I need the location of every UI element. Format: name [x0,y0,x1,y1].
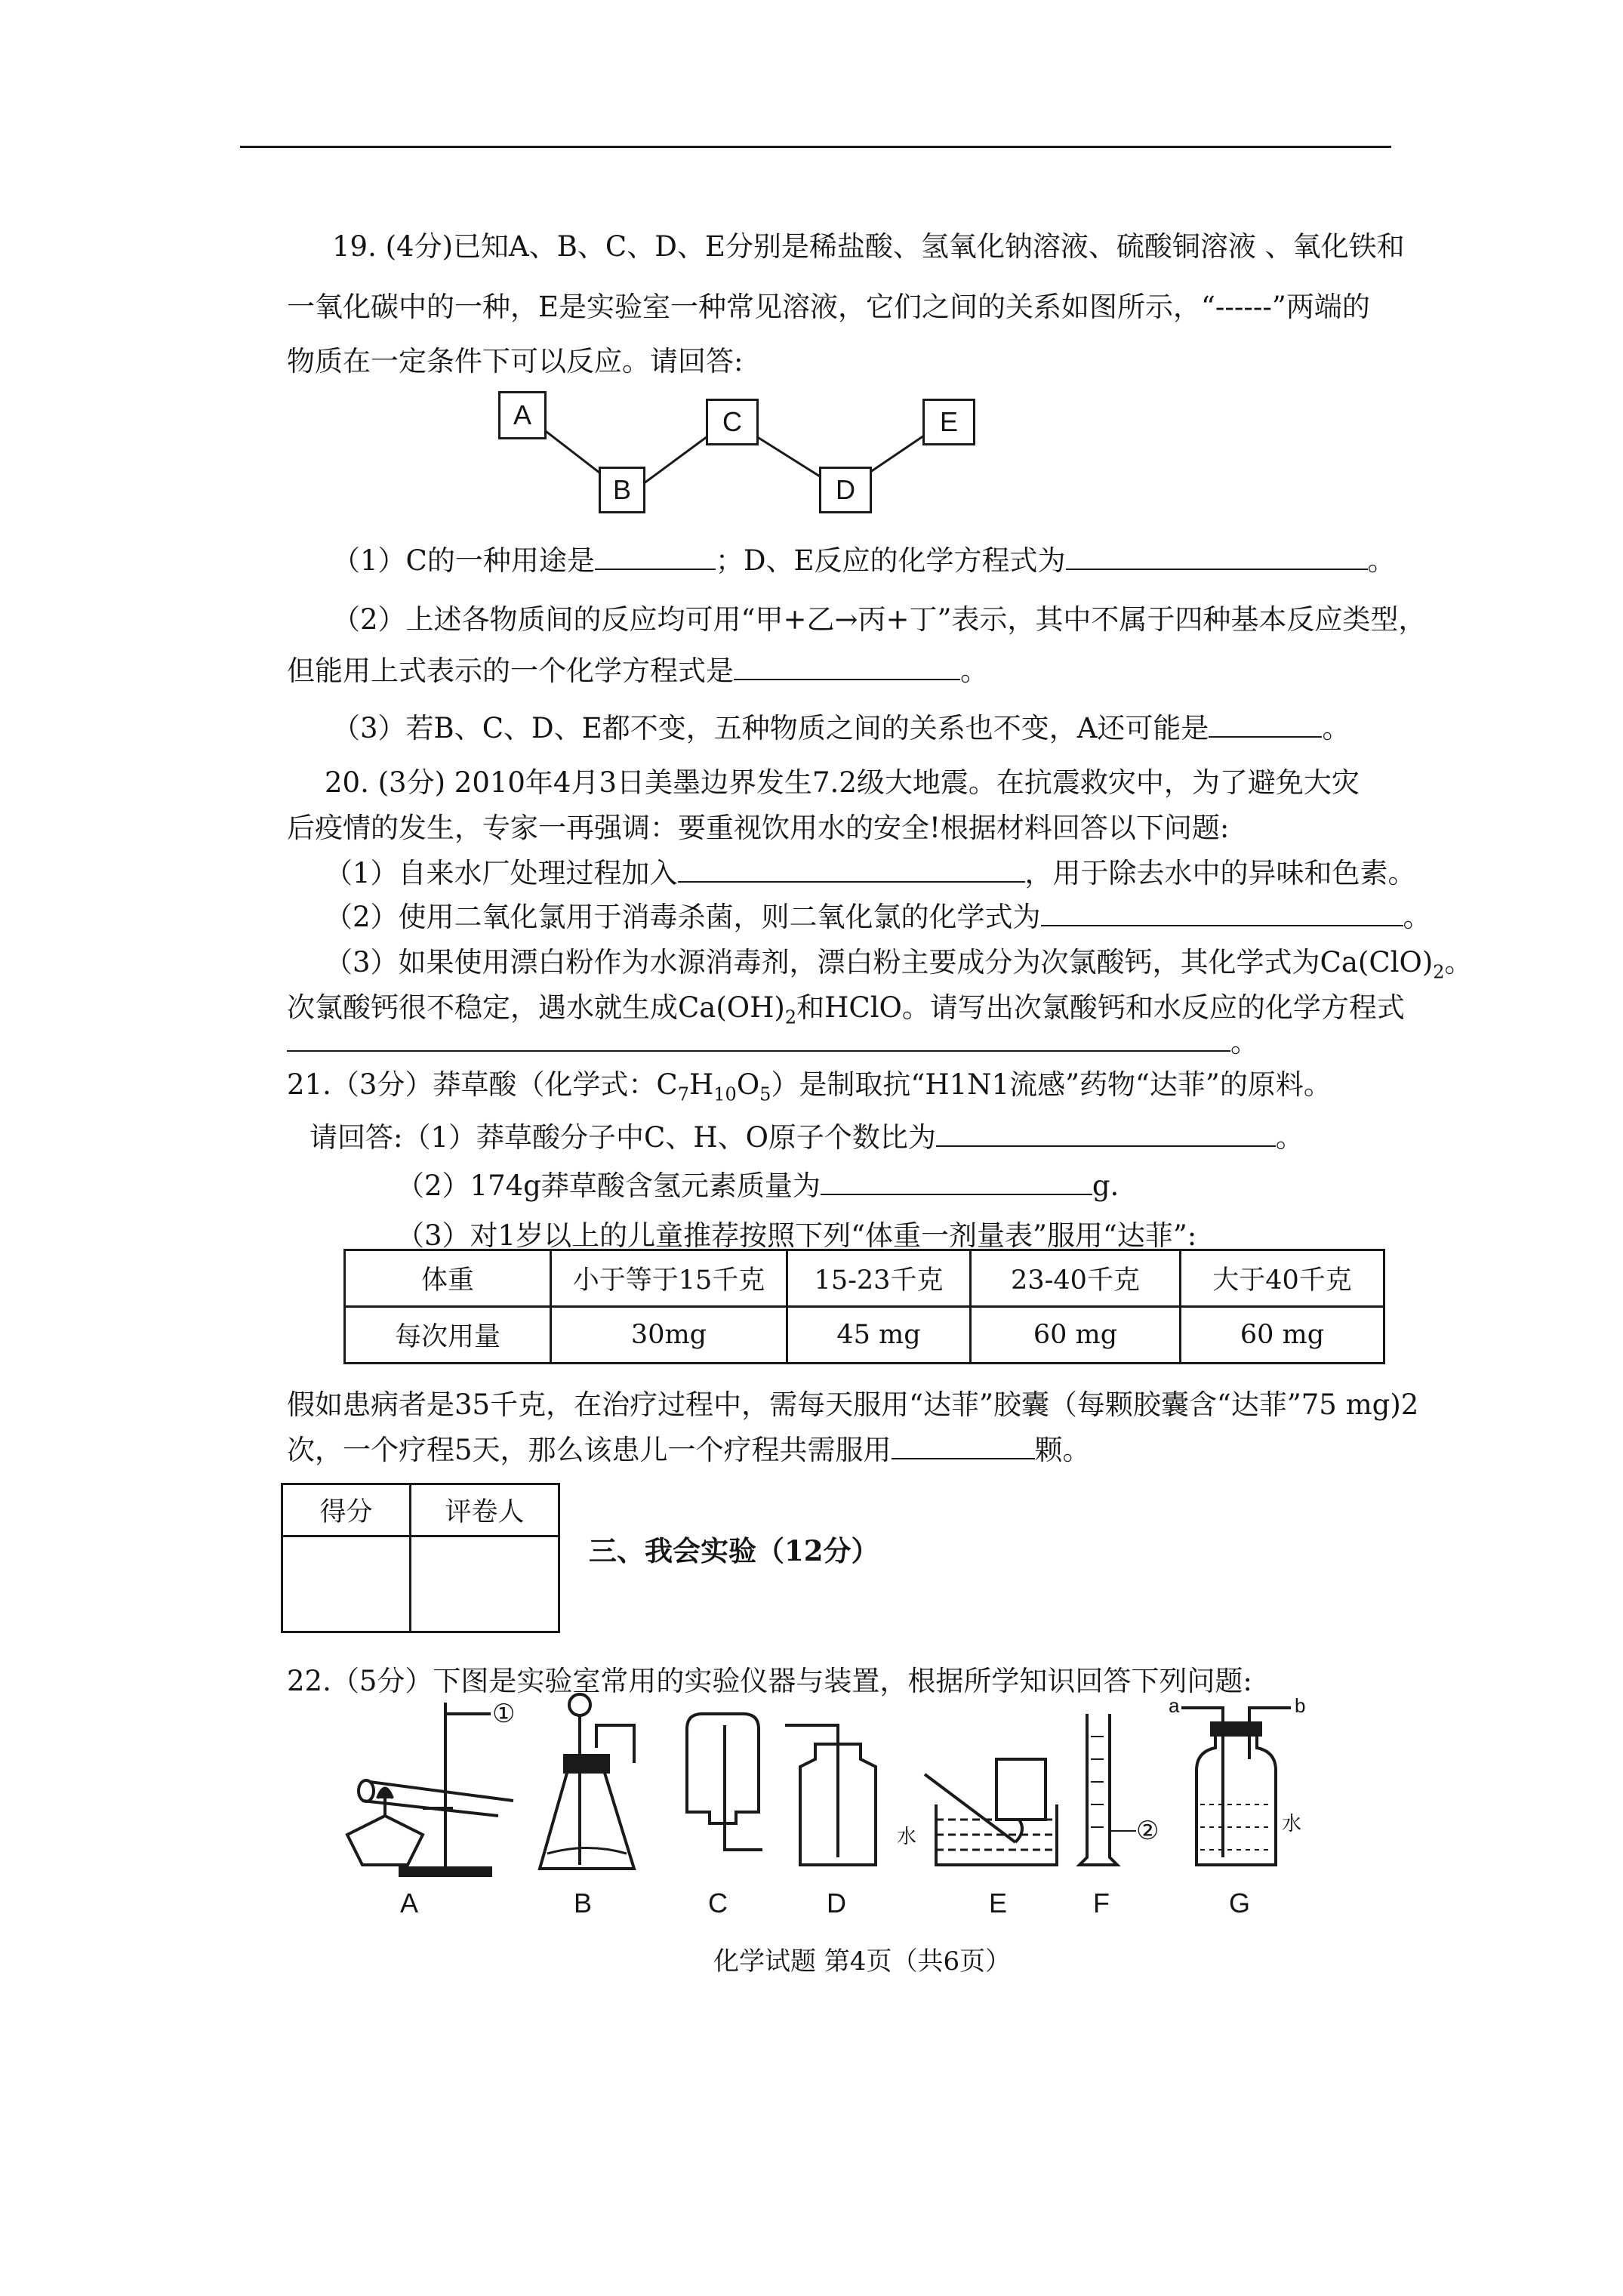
apparatus-d-icon [785,1725,876,1865]
table-cell: 每次用量 [345,1307,551,1364]
q20-sub3-line3: 。 [287,1019,1258,1060]
q19-sub2-line2: 但能用上式表示的一个化学方程式是 。 [287,655,988,687]
q21-sub2: （2）174g莽草酸含氢元素质量为 g. [396,1170,1119,1202]
q19-sub1: （1）C的一种用途是 ；D、E反应的化学方程式为 。 [332,544,1396,577]
water-label-e: 水 [897,1825,917,1848]
q20-sub1: （1）自来水厂处理过程加入 ，用于除去水中的异味和色素。 [325,857,1416,889]
q21-after-line2: 次，一个疗程5天，那么该患儿一个疗程共需服用 颗。 [287,1434,1091,1466]
q21-sub3: （3）对1岁以上的儿童推荐按照下列“体重一剂量表”服用“达菲”: [396,1219,1197,1252]
q19-line2: 一氧化碳中的一种，E是实验室一种常见溶液，它们之间的关系如图所示，“------”两端的 [287,291,1370,323]
node-d: D [819,467,872,513]
callout-2: ② [1136,1817,1160,1845]
apparatus-a-icon [347,1703,513,1875]
table-cell: 60 mg [971,1307,1181,1364]
callout-1: ① [492,1700,516,1728]
apparatus-c-icon [687,1714,762,1850]
q19-line1: 19. (4分)已知A、B、C、D、E分别是稀盐酸、氢氧化钠溶液、硫酸铜溶液 、氧化铁和 [332,230,1405,263]
apparatus-f-icon [1079,1714,1136,1865]
q20-sub2: （2）使用二氧化氯用于消毒杀菌，则二氧化氯的化学式为 。 [325,901,1431,933]
apparatus-e-icon [925,1759,1057,1865]
q19-sub3: （3）若B、C、D、E都不变，五种物质之间的关系也不变，A还可能是 。 [332,712,1350,744]
q20-sub3-line1: （3）如果使用漂白粉作为水源消毒剂，漂白粉主要成分为次氯酸钙，其化学式为$Ca(ClO)_2$。 [325,946,1473,983]
apparatus-label-a: A [400,1888,419,1918]
table-cell: 45 mg [787,1307,971,1364]
q21-sub1: 请回答:（1）莽草酸分子中C、H、O原子个数比为 。 [310,1121,1304,1154]
q20-line2: 后疫情的发生，专家一再强调：要重视饮用水的安全!根据材料回答以下问题: [287,812,1230,844]
water-label-g: 水 [1282,1812,1302,1835]
table-cell: 60 mg [1181,1307,1384,1364]
q21-after-line1: 假如患病者是35千克，在治疗过程中，需每天服用“达菲”胶囊（每颗胶囊含“达菲”75 mg)2 [287,1388,1419,1421]
q21-line1: 21.（3分）莽草酸（化学式：$C_7H_{10}O_5$）是制取抗“H1N1流感”药物“达菲”的原料。 [287,1068,1332,1105]
apparatus-g-icon [1181,1708,1291,1865]
port-b-label: b [1295,1694,1306,1717]
q20-line1: 20. (3分) 2010年4月3日美墨边界发生7.2级大地震。在抗震救灾中，为了避免大灾 [325,766,1360,799]
apparatus-label-f: F [1093,1888,1110,1918]
table-cell: 大于40千克 [1181,1250,1384,1307]
page-footer: 化学试题 第4页（共6页） [713,1946,1012,1977]
apparatus-b-icon [540,1694,634,1869]
table-cell: 体重 [345,1250,551,1307]
table-cell: 23-40千克 [971,1250,1181,1307]
score-label: 得分 [282,1484,411,1536]
apparatus-label-d: D [827,1888,846,1918]
q19-line3: 物质在一定条件下可以反应。请回答: [287,345,744,378]
q22-line1: 22.（5分）下图是实验室常用的实验仪器与装置，根据所学知识回答下列问题: [287,1665,1252,1697]
table-cell: 15-23千克 [787,1250,971,1307]
section-3-heading: 三、我会实验（12分） [589,1534,879,1567]
node-a: A [498,391,547,439]
q20-sub3-line2: 次氯酸钙很不稳定，遇水就生成$Ca(OH)_2$和HClO。请写出次氯酸钙和水反应的化学方程式 [287,991,1405,1028]
q19-sub2-line1: （2）上述各物质间的反应均可用“甲+乙→丙+丁”表示，其中不属于四种基本反应类型， [332,603,1427,636]
port-a-label: a [1169,1694,1180,1717]
apparatus-label-c: C [708,1888,728,1918]
node-c: C [706,399,759,445]
table-cell: 30mg [551,1307,787,1364]
apparatus-label-b: B [574,1888,593,1918]
apparatus-label-g: G [1229,1888,1251,1918]
grader-label: 评卷人 [411,1484,559,1536]
apparatus-label-e: E [989,1888,1008,1918]
table-cell: 小于等于15千克 [551,1250,787,1307]
node-b: B [599,467,645,513]
node-e: E [922,399,975,445]
